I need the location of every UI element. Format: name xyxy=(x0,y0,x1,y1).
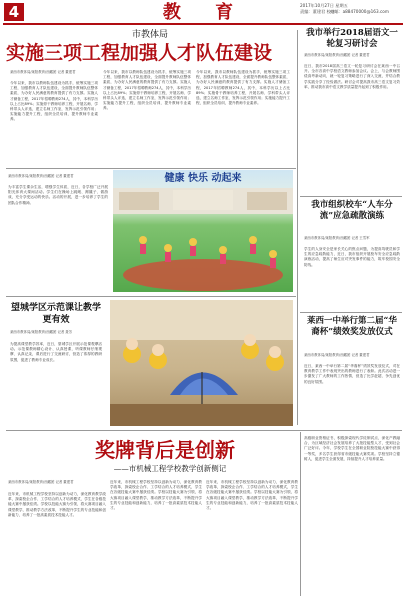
laixi-source: 莱西市教体局/莱阳教育/西藏团 记者 董建君 xyxy=(304,353,370,357)
playground-illustration xyxy=(113,170,293,292)
award-body-col1: 近年来，市机械工程学校坚持以创新为动力，深化教育教学改革，探索校企合作、工学结合的人才培养模式，学生在各级技能大赛中屡获佳绩。学校以技能大赛为引领，将大赛项目融入课堂教学，推动教学方法改革，不断提升学生的专业技能和创新能力，培养了一批高素质技术技能人才。 xyxy=(8,492,106,517)
photo-title-overlay: 健康 快乐 动起来 xyxy=(164,173,242,184)
main-headline: 实施三项工程加强人才队伍建设 xyxy=(6,42,273,64)
section-rule-1 xyxy=(6,168,296,169)
main-body-col3: 今年以来，我市以教师队伍建设为抓手，统筹实施三项工程，加强教育人才队伍建设，全面提升教师队伍整体素质，为办好人民满意的教育提供了有力支撑。实施人才储备工程，2017年招聘教师274人，其中，本科学历以上占比89%；实施骨干教师培养工程，开展名师、学科带头人评选，建立名师工作室，发挥示范引领作用；实施能力提升工程，组织全员培训，提升教师专业素养。 xyxy=(196,70,290,106)
seminar-headline: 我市举行2018届语文一轮复习研讨会 xyxy=(306,28,398,49)
laixi-body: 近日，莱西一中举行第二届“华裔杯”绩效奖发放仪式，对在教育教学工作中表现突出的教师进行了表彰。此次活动进一步激发了广大教师的工作热情，营造了比学赶超、争先创优的良好氛围。 xyxy=(304,364,400,384)
section-rule-4 xyxy=(300,312,402,313)
right-bottom-body: 高级职业资格证书，积极探索现代学徒制试点，深化产教融合，为区域经济社会发展培养了大批技能型人才，受到社会广泛好评。今年，学校学生在全国职业院校技能大赛中获得一等奖，多名学生获得省市级技能大赛奖项。学校坚持立德树人，促进学生全面发展，持续提升人才培养质量。 xyxy=(304,436,400,461)
section-title: 教 育 xyxy=(162,2,248,23)
demo-source: 莱西市教体局/莱阳教育/西藏团 记者 聂芳 xyxy=(10,330,73,334)
right-column-divider xyxy=(297,30,298,425)
playground-photo xyxy=(113,170,293,292)
healthy-source: 莱西市教体局/莱阳教育/西藏团 记者 董建君 xyxy=(8,174,74,178)
award-body-col3: 近年来，市机械工程学校坚持以创新为动力，深化教育教学改革，探索校企合作、工学结合的人才培养模式，学生在各级技能大赛中屡获佳绩。学校以技能大赛为引领，将大赛项目融入课堂教学，推动教学方法改革，不断提升学生的专业技能和创新能力，培养了一批高素质技术技能人才。 xyxy=(206,480,298,511)
drill-body: 学生的人身安全是家长关心的焦点问题，为提高驾驶员和学生的应急疏散能力，近日，我市组织开展校车安全应急疏散演练活动，提高了师生应对突发事件的能力，筑牢校园安全防线。 xyxy=(304,247,400,267)
main-body-col1: 今年以来，我市以教师队伍建设为抓手，统筹实施三项工程，加强教育人才队伍建设，全面提升教师队伍整体素质，为办好人民满意的教育提供了有力支撑。实施人才储备工程，2017年招聘教师274人，其中，本科学历以上占比89%；实施骨干教师培养工程，开展名师、学科带头人评选，建立名师工作室，发挥示范引领作用；实施能力提升工程，组织全员培训，提升教师专业素养。 xyxy=(10,81,98,122)
classroom-illustration xyxy=(110,300,293,426)
demo-body: 为提高课堂教学效率，近日，望城学区开展示范课观摩活动。示范课教师精心设计、认真授课，听课教师仔细观摩、认真记录，课后进行了交流研讨，营造了浓厚的教研氛围，促进了教师专业成长。 xyxy=(10,342,102,362)
page-number-badge: 4 xyxy=(4,3,24,21)
section-rule-3 xyxy=(6,296,296,297)
main-kicker: 市教体局 xyxy=(131,30,168,40)
award-source: 莱西市教体局/莱阳教育/西藏团 记者 董建君 xyxy=(8,480,74,484)
classroom-photo xyxy=(110,300,293,426)
drill-headline: 我市组织校车“人车分流”应急疏散演练 xyxy=(311,200,393,221)
award-subtitle: ——市机械工程学校教学创新侧记 xyxy=(113,464,227,473)
section-rule-2 xyxy=(300,196,402,197)
main-body-col2: 今年以来，我市以教师队伍建设为抓手，统筹实施三项工程，加强教育人才队伍建设，全面提升教师队伍整体素质，为办好人民满意的教育提供了有力支撑。实施人才储备工程，2017年招聘教师274人，其中，本科学历以上占比89%；实施骨干教师培养工程，开展名师、学科带头人评选，建立名师工作室，发挥示范引领作用；实施能力提升工程，组织全员培训，提升教师专业素养。 xyxy=(103,70,191,111)
right-bottom-divider xyxy=(300,432,301,596)
healthy-body: 为丰富学生课余生活，增强学生体质，近日，各学校广泛开展阳光体育大课间活动。学生们在操场上跳绳、踢毽子、做游戏，充分享受运动的快乐。活动的开展，进一步培养了学生的团队合作精神。 xyxy=(8,185,108,205)
drill-source: 莱西市教体局/莱阳教育/西藏团 记者 王雪军 xyxy=(304,236,370,240)
masthead-rule xyxy=(3,23,403,25)
award-headline: 奖牌背后是创新 xyxy=(95,438,235,462)
editor-line: 责编：董建君 校对： xyxy=(300,9,340,14)
award-body-col2: 近年来，市机械工程学校坚持以创新为动力，深化教育教学改革，探索校企合作、工学结合的人才培养模式，学生在各级技能大赛中屡获佳绩。学校以技能大赛为引领，将大赛项目融入课堂教学，推动教学方法改革，不断提升学生的专业技能和创新能力，培养了一批高素质技术技能人才。 xyxy=(110,480,202,511)
date-line: 2017年10月27日 星期五 xyxy=(300,3,348,8)
main-source: 莱西市教体局/莱阳教育/西藏团 记者 董建君 xyxy=(10,70,76,74)
email-line: 电邮：a88470000@163.com xyxy=(330,9,389,14)
seminar-body: 近日，我市2018届高三语文一轮复习研讨会在莱西一中召开。全市各高中学校语文教师参加会议。会上，与会教师围绕高考新动向，就一轮复习策略进行了深入交流，并结合教学实践分享了经验做法。研讨会对提高我市高三语文复习效率，推动我市高中语文教学质量提升起到了积极作用。 xyxy=(304,64,400,89)
section-rule-5 xyxy=(6,430,402,431)
laixi-headline: 莱西一中举行第二届“华裔杯”绩效奖发放仪式 xyxy=(307,316,397,337)
seminar-source: 莱西市教体局/莱阳教育/西藏团 记者 董建君 xyxy=(304,53,370,57)
demo-headline: 望城学区示范课让教学更有效 xyxy=(10,303,101,325)
